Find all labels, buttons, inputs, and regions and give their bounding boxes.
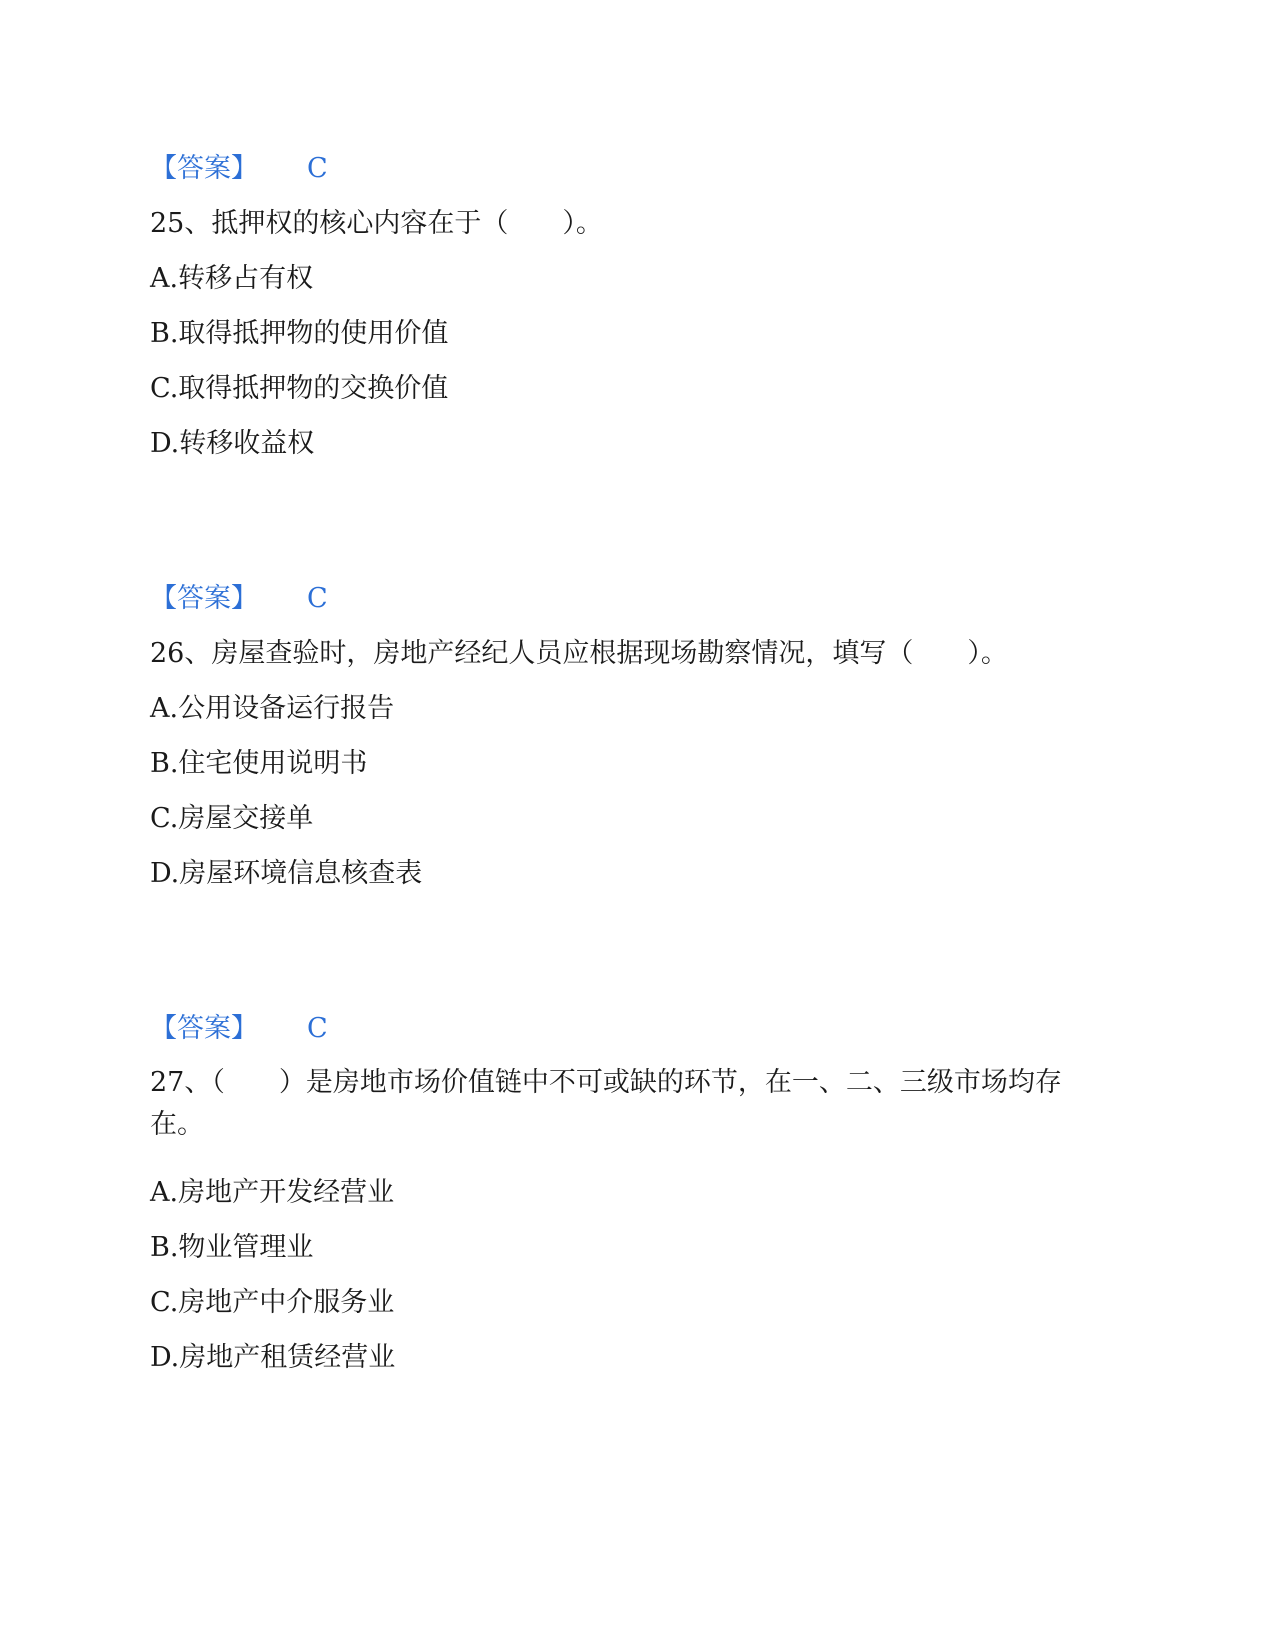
option-a: A.转移占有权	[150, 263, 314, 294]
answer-label: 【答案】	[150, 153, 258, 184]
option-d: D.房屋环境信息核查表	[150, 858, 423, 889]
option-a: A.房地产开发经营业	[150, 1177, 395, 1208]
question-text: 26、房屋查验时，房地产经纪人员应根据现场勘察情况，填写（ ）。	[150, 638, 1008, 669]
question-text: 27、（ ）是房地市场价值链中不可或缺的环节，在一、二、三级市场均存在。	[150, 1067, 1062, 1140]
option-b: B.取得抵押物的使用价值	[150, 318, 449, 349]
answer-label: 【答案】	[150, 1013, 258, 1044]
option-b: B.住宅使用说明书	[150, 748, 368, 779]
option-c: C.房屋交接单	[150, 803, 314, 834]
option-b: B.物业管理业	[150, 1232, 314, 1263]
answer-line	[150, 581, 470, 617]
question-text: 25、抵押权的核心内容在于（ ）。	[150, 208, 603, 239]
answer-value: C	[307, 1013, 328, 1044]
answer-value: C	[307, 583, 328, 614]
option-d: D.房地产租赁经营业	[150, 1342, 396, 1373]
option-d: D.转移收益权	[150, 428, 315, 459]
option-a: A.公用设备运行报告	[150, 693, 395, 724]
answer-value: C	[307, 153, 328, 184]
option-c: C.取得抵押物的交换价值	[150, 373, 449, 404]
answer-line	[150, 1011, 470, 1047]
answer-label: 【答案】	[150, 583, 258, 614]
option-c: C.房地产中介服务业	[150, 1287, 395, 1318]
answer-line	[150, 151, 470, 187]
